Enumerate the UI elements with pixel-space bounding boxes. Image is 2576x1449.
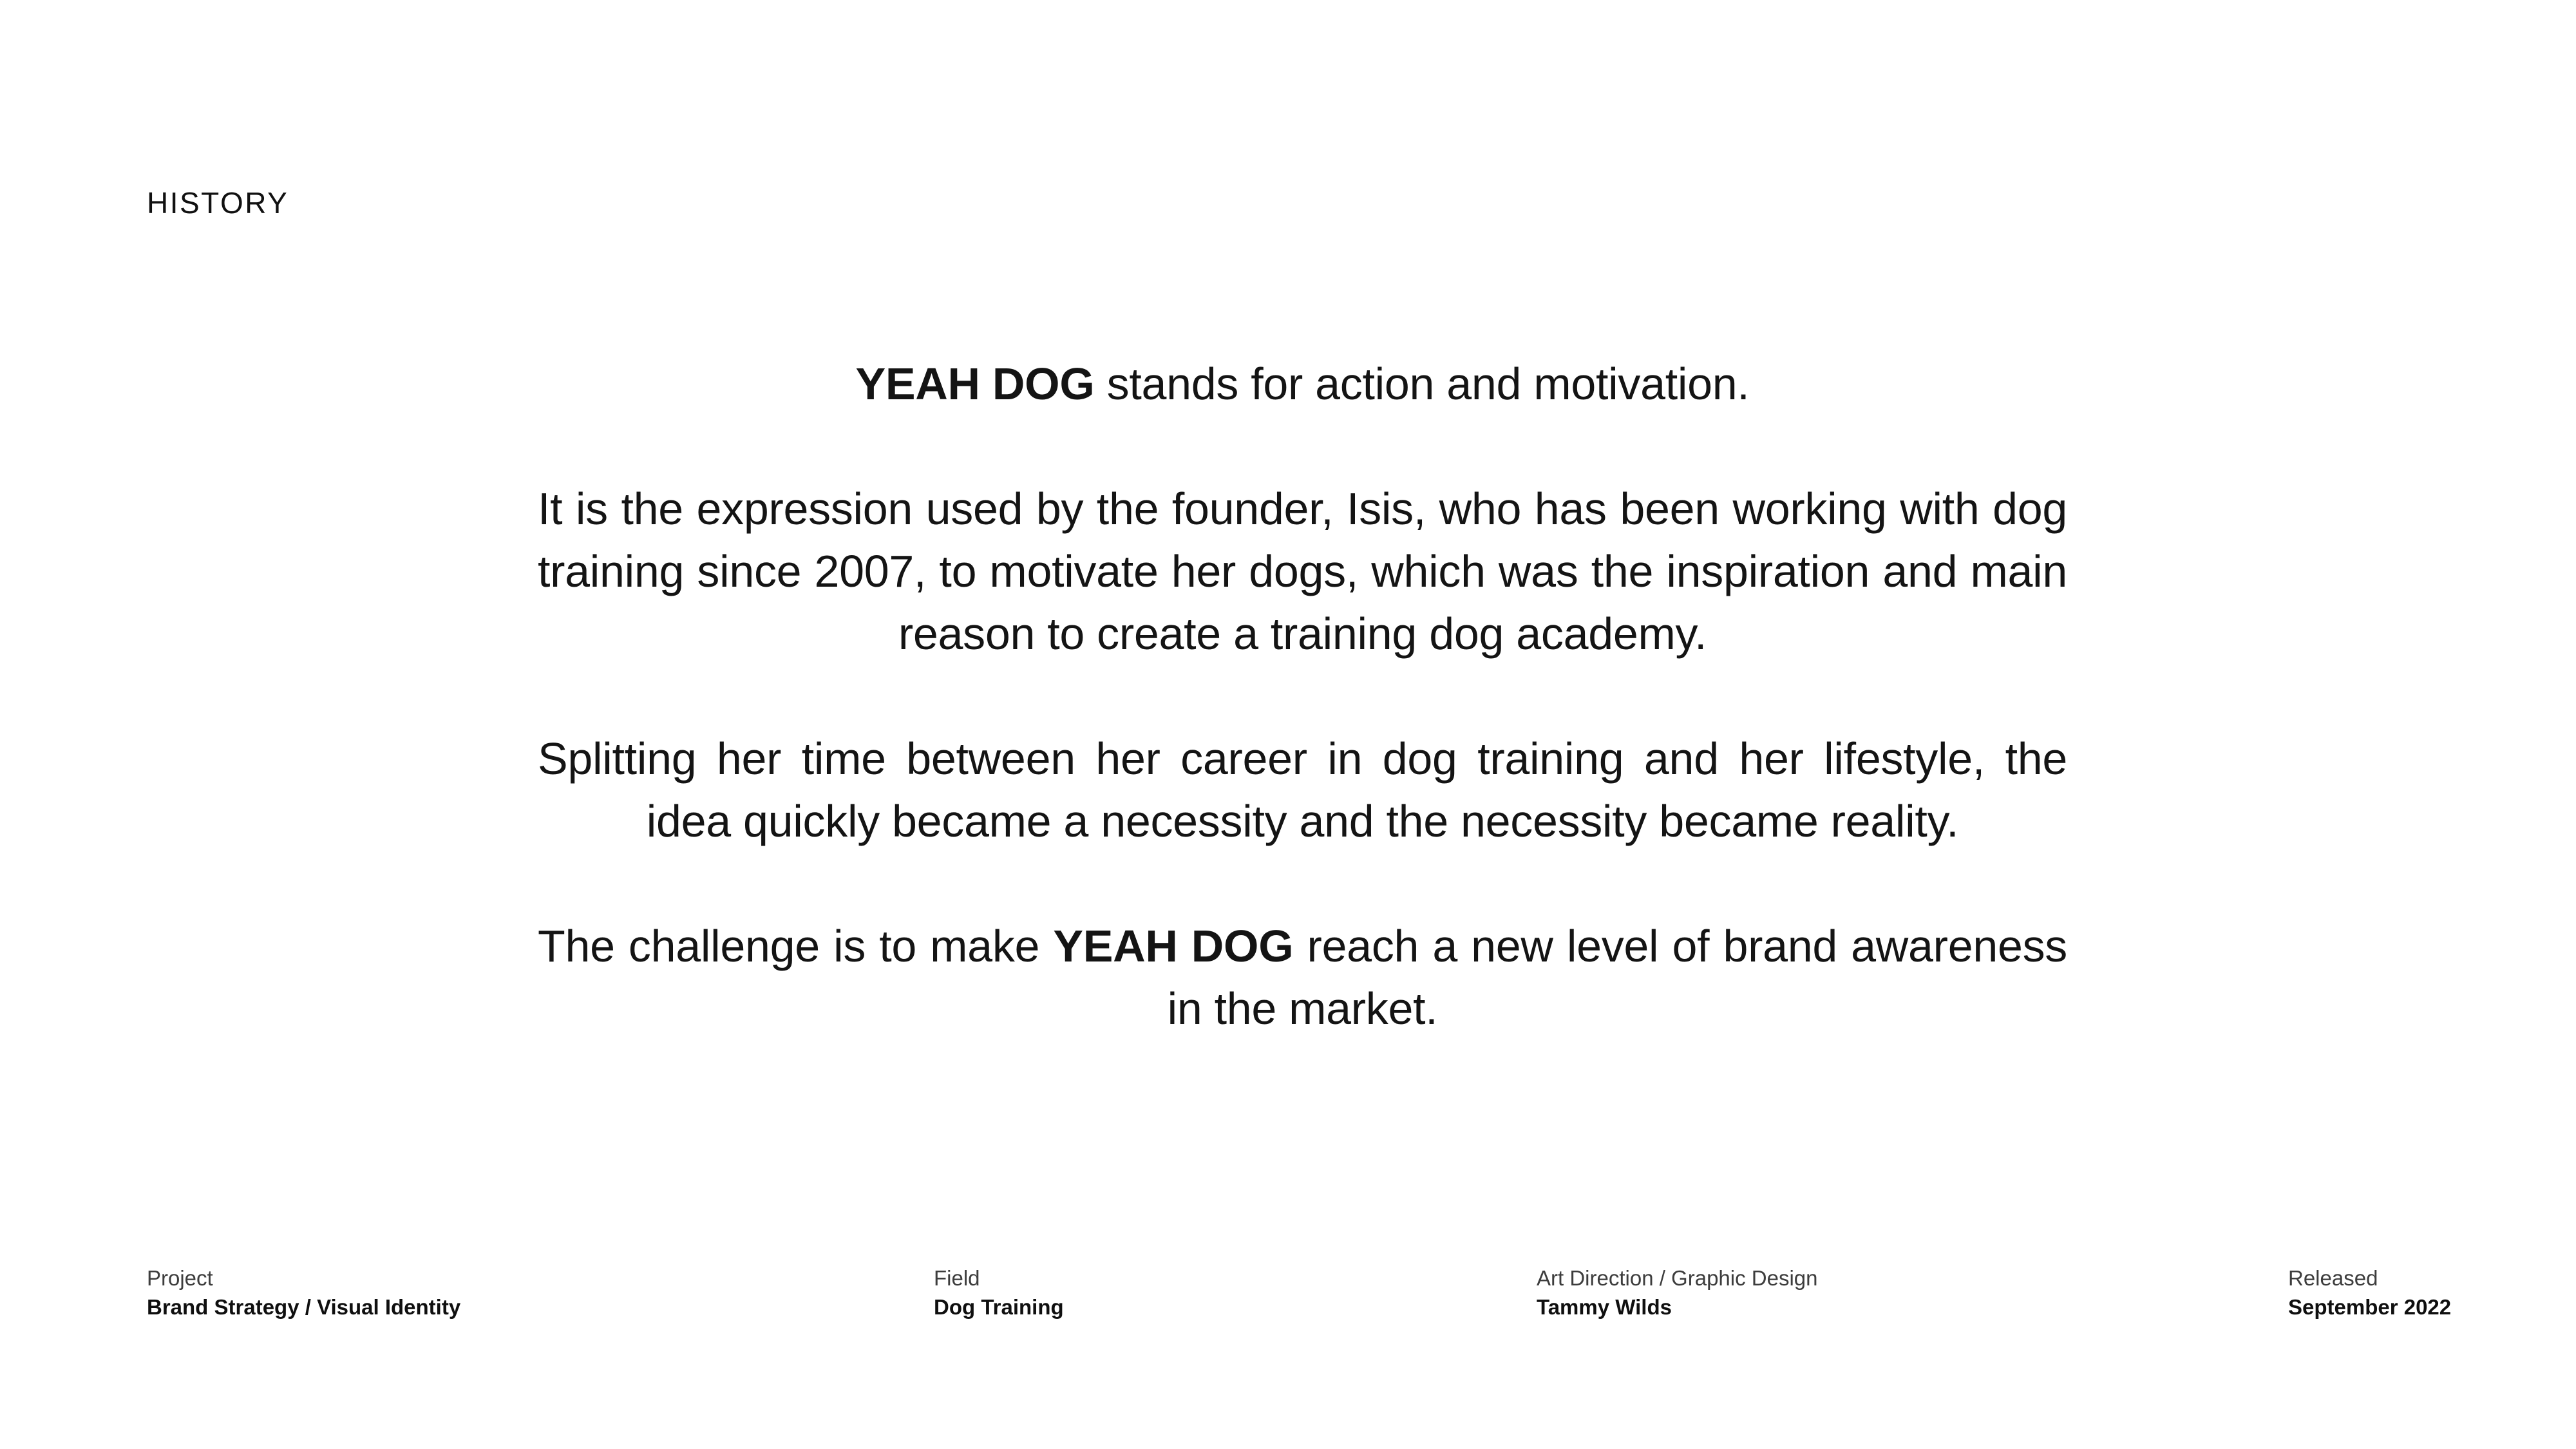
brand-name-bold: YEAH DOG xyxy=(855,359,1095,409)
footer-label-released: Released xyxy=(2288,1266,2378,1290)
paragraph-necessity: Splitting her time between her career in dog training and her lifestyle, the idea quickly became a necessity and the necessity became reality. xyxy=(538,734,2067,846)
footer-label-art-direction: Art Direction / Graphic Design xyxy=(1537,1266,1818,1290)
footer-column-project xyxy=(147,1264,460,1321)
lead-sentence-rest: stands for action and motivation. xyxy=(1094,359,1750,409)
footer-value-project: Brand Strategy / Visual Identity xyxy=(147,1295,461,1319)
footer-value-released: September 2022 xyxy=(2288,1295,2452,1319)
footer-column-art-direction xyxy=(1537,1264,1818,1321)
footer-value-art-direction: Tammy Wilds xyxy=(1537,1295,1672,1319)
paragraph-founder-story: It is the expression used by the founder, Isis, who has been working with dog training since 2007, to motivate her dogs, which was the inspiration and main reason to create a training dog academy. xyxy=(538,484,2067,659)
footer-value-field: Dog Training xyxy=(934,1295,1064,1319)
body-text-block xyxy=(538,353,2067,1040)
section-label-history: HISTORY xyxy=(147,186,289,220)
lead-sentence xyxy=(538,353,2067,415)
footer-label-field: Field xyxy=(934,1266,980,1290)
footer-column-field xyxy=(934,1264,1064,1321)
challenge-pre: The challenge is to make xyxy=(538,921,1054,971)
footer-label-project: Project xyxy=(147,1266,213,1290)
footer-column-released xyxy=(2288,1264,2451,1321)
paragraph-challenge xyxy=(538,915,2067,1040)
brand-name-bold: YEAH DOG xyxy=(1053,921,1294,971)
challenge-post: reach a new level of brand awareness in the market. xyxy=(1167,921,2067,1034)
